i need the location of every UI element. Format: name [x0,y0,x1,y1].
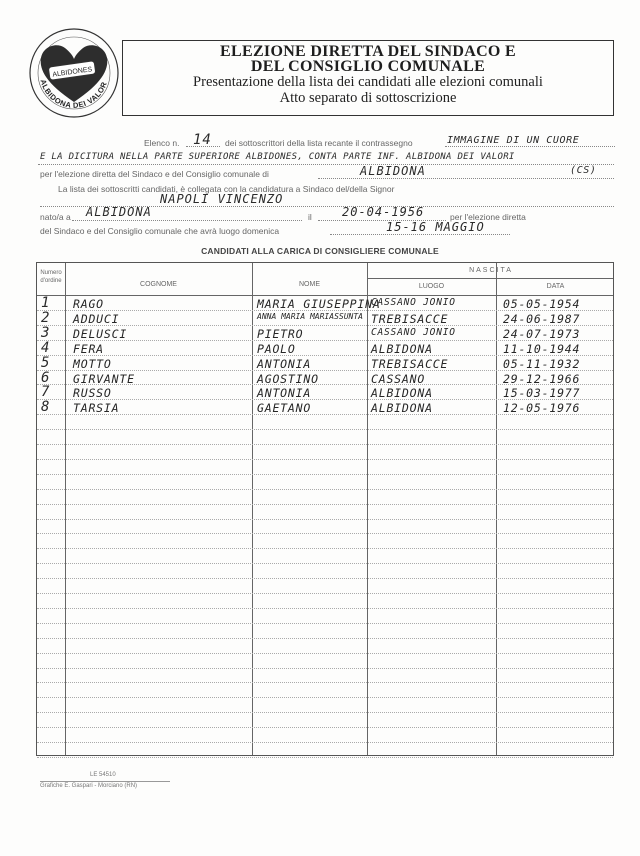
cell-data: 29-12-1966 [503,371,581,386]
header-cognome: COGNOME [140,281,177,288]
cell-data: 15-03-1977 [503,386,581,401]
row-number: 3 [41,324,50,341]
cell-nome: ANNA MARIA MARIASSUNTA [257,311,363,321]
cell-luogo: ALBIDONA [371,401,433,416]
cell-nome: MARIA GIUSEPPINA [257,297,381,311]
cell-luogo: ALBIDONA [371,341,433,356]
cell-nome: ANTONIA [257,386,312,401]
cell-luogo: ALBIDONA [371,386,433,401]
cell-data: 24-06-1987 [503,311,581,326]
cell-data: 05-11-1932 [503,356,581,371]
cell-data: 05-05-1954 [503,297,581,311]
sottoscrittori-label: dei sottoscrittori della lista recante il contrassegno [225,138,413,148]
cell-cognome: TARSIA [73,401,120,416]
document-header [122,40,614,116]
candidates-table [36,262,614,756]
table-title: CANDIDATI ALLA CARICA DI CONSIGLIERE COMUNALE [201,246,439,256]
row-number: 4 [41,339,50,356]
cell-cognome: RUSSO [73,386,112,401]
cell-data: 11-10-1944 [503,341,581,356]
logo-top-text: ALBIDONES [52,66,93,79]
cell-luogo: TREBISACCE [371,356,449,371]
header-nome: NOME [299,281,320,288]
cell-cognome: GIRVANTE [73,371,135,386]
header-title-line1: ELEZIONE DIRETTA DEL SINDACO E [220,43,516,60]
cell-cognome: FERA [73,341,104,356]
comune-extra: (CS) [570,165,597,176]
comune-value: ALBIDONA [360,164,426,178]
domenica-value: 15-16 MAGGIO [386,220,485,234]
cell-nome: PIETRO [257,326,304,341]
elenco-label: Elenco n. [144,138,180,148]
cell-nome: PAOLO [257,341,296,356]
header-title-line2: DEL CONSIGLIO COMUNALE [250,58,486,75]
header-nascita: NASCITA [469,267,513,274]
row-number: 1 [41,295,50,311]
albidones-heart-logo [27,26,121,120]
header-act: Atto separato di sottoscrizione [279,90,457,106]
il-label: il [308,212,312,222]
footer-printer: Grafiche E. Gaspari - Morciano (RN) [40,781,170,789]
cell-cognome: DELUSCI [73,326,128,341]
per-label: per l'elezione diretta del Sindaco e del Consiglio comunale di [40,169,269,179]
cell-luogo: CASSANO [371,371,426,386]
nato-value: ALBIDONA [86,205,152,219]
row-number: 7 [41,384,50,401]
row-number: 6 [41,369,50,386]
cell-nome: ANTONIA [257,356,312,371]
sindaco-value: NAPOLI VINCENZO [160,192,284,206]
cell-luogo: CASSANO JONIO [371,326,456,338]
cell-data: 24-07-1973 [503,326,581,341]
cell-nome: GAETANO [257,401,312,416]
header-subtitle: Presentazione della lista dei candidati alle elezioni comunali [193,74,543,90]
elenco-value: 14 [193,132,212,148]
row-number: 5 [41,354,50,371]
elezione-label: per l'elezione diretta [450,212,526,222]
row-number: 2 [41,309,50,326]
row-number: 8 [41,399,50,416]
cell-cognome: RAGO [73,297,104,311]
contrassegno-value: IMMAGINE DI UN CUORE [447,135,580,146]
contrassegno-continuation: E LA DICITURA NELLA PARTE SUPERIORE ALBIDONES, CONTA PARTE INF. ALBIDONA DEI VALORI [40,152,515,162]
cell-luogo: CASSANO JONIO [371,297,456,308]
nato-label: nato/a a [40,212,71,222]
logo-bottom-text: ALBIDONA DEI VALOR [38,78,109,110]
footer-code: LE 54510 [90,772,116,778]
header-luogo: LUOGO [418,283,445,290]
cell-cognome: ADDUCI [73,311,120,326]
header-data: DATA [546,283,565,290]
cell-nome: AGOSTINO [257,371,319,386]
lista-label: La lista dei sottoscritti candidati, è collegata con la candidatura a Sindaco del/della Signor [58,184,395,194]
header-num: Numero d'ordine [40,270,62,284]
cell-data: 12-05-1976 [503,401,581,416]
printer-footer [40,772,170,789]
data-nascita-value: 20-04-1956 [342,205,425,219]
cell-cognome: MOTTO [73,356,112,371]
elezione-label-2: del Sindaco e del Consiglio comunale che avrà luogo domenica [40,226,280,236]
cell-luogo: TREBISACCE [371,311,449,326]
